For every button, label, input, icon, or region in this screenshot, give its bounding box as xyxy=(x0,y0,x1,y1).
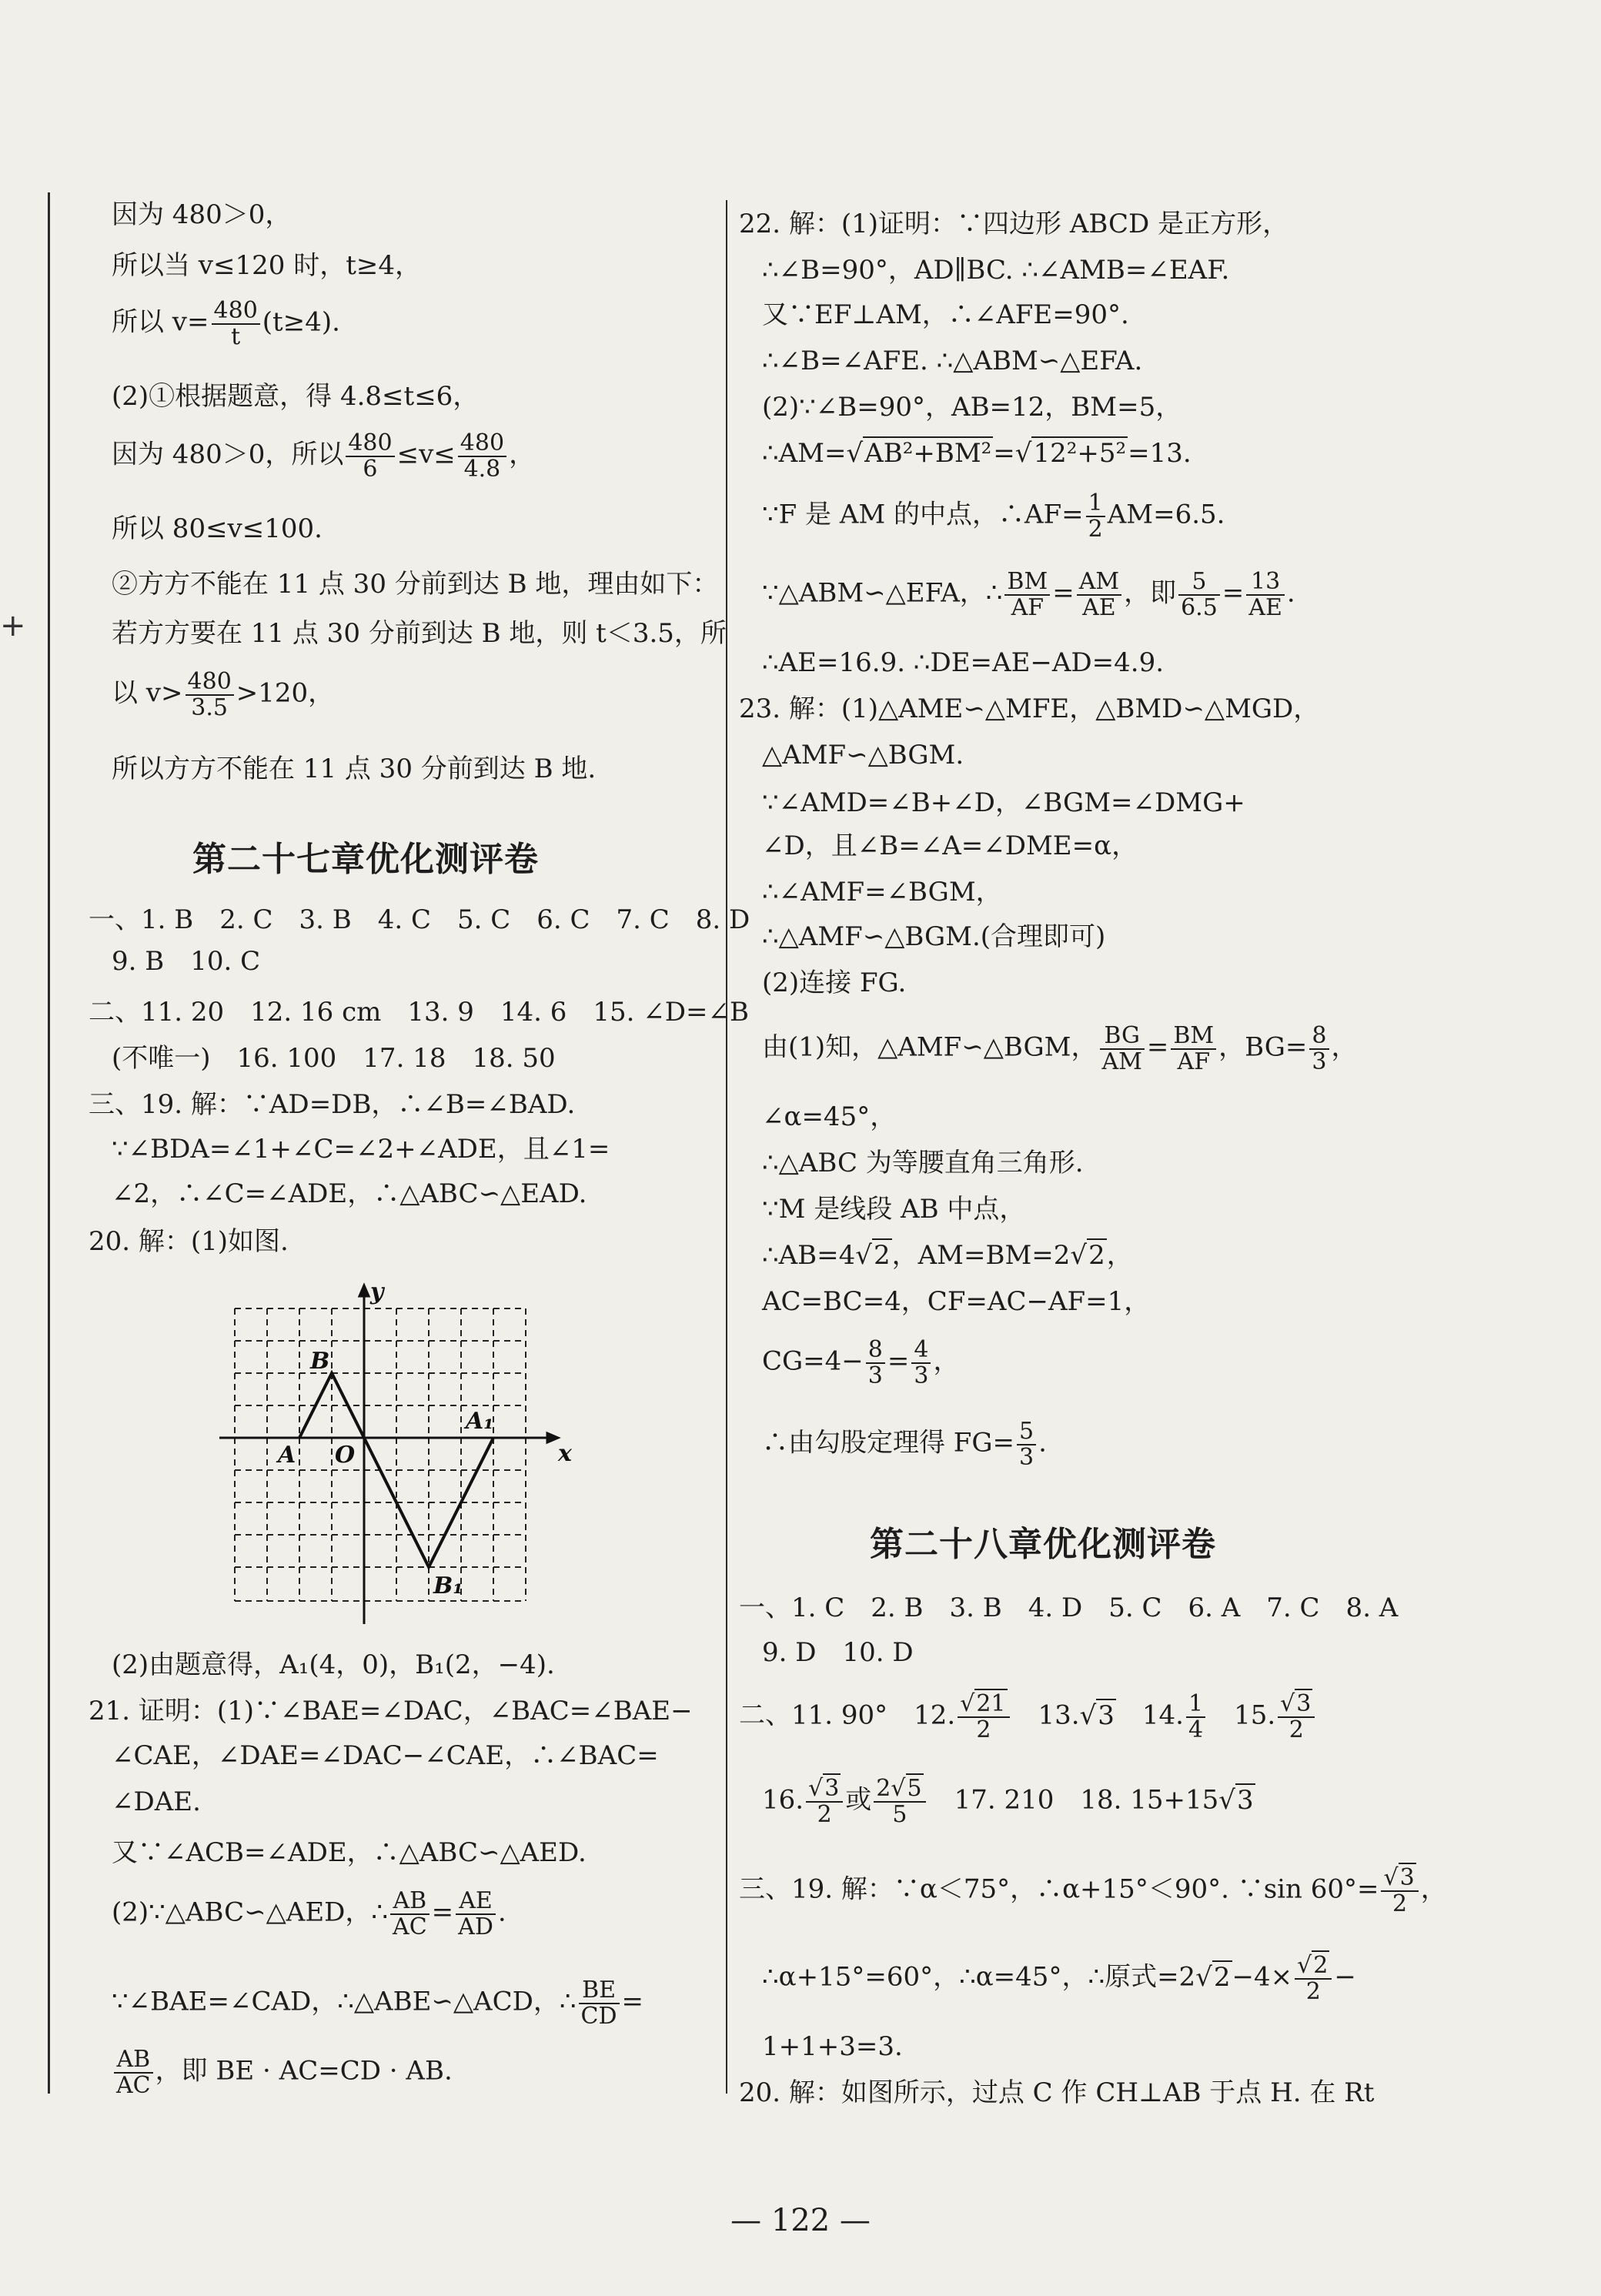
text-line: 1+1+3=3. xyxy=(762,2031,903,2062)
text-segment: ，即 BE · AC=CD · AB. xyxy=(155,2055,453,2087)
text-line: ∠2，∴∠C=∠ADE，∴△ABC∽△EAD. xyxy=(112,1178,587,1209)
text-segment: CG=4− xyxy=(762,1345,864,1377)
point-label-a1: A₁ xyxy=(466,1408,494,1435)
square-root: √2 xyxy=(1195,1961,1231,1993)
fraction: $\frac{√21}{2}$ xyxy=(958,1692,1009,1742)
text-line: (不唯一) 16. 100 17. 18 18. 50 xyxy=(112,1043,556,1074)
text-line: 又∵EF⊥AM，∴∠AFE=90°. xyxy=(762,299,1129,330)
text-segment: ∴由勾股定理得 FG= xyxy=(762,1427,1015,1459)
text-line: ∴α+15°=60°，∴α=45°，∴原式=2√2−4× $\frac{√2}{2}$ − xyxy=(762,1952,1356,2005)
text-segment: ∵F 是 AM 的中点，∴AF= xyxy=(762,499,1084,530)
text-line: ∵M 是线段 AB 中点， xyxy=(762,1194,1026,1225)
text-line: 三、19. 解：∵AD=DB，∴∠B=∠BAD. xyxy=(89,1089,576,1120)
text-line: (2)由题意得，A₁(4，0)，B₁(2，−4). xyxy=(112,1649,555,1680)
text-line: 又∵∠ACB=∠ADE，∴△ABC∽△AED. xyxy=(112,1837,587,1868)
text-line: 20. 解：如图所示，过点 C 作 CH⊥AB 于点 H. 在 Rt xyxy=(739,2077,1375,2108)
fraction: $\frac{4}{3}$ xyxy=(911,1338,931,1388)
axes xyxy=(219,1285,558,1624)
chapter-28-title: 第二十八章优化测评卷 xyxy=(870,1525,1216,1564)
margin-plus-mark: + xyxy=(0,608,26,643)
center-column-rule xyxy=(726,200,727,2094)
fraction: $\frac{BM}{AF}$ xyxy=(1004,570,1050,620)
fraction: $\frac{√2}{2}$ xyxy=(1295,1953,1332,2004)
text-line: ∵∠BDA=∠1+∠C=∠2+∠ADE，且∠1= xyxy=(112,1134,610,1165)
square-root: √12²+5² xyxy=(1014,438,1127,469)
square-root: √3 xyxy=(1218,1784,1254,1816)
text-segment: 因为 480＞0，所以 xyxy=(112,439,344,470)
text-line: ∠D，且∠B=∠A=∠DME=α， xyxy=(762,831,1138,861)
text-line: ∠DAE. xyxy=(112,1786,201,1817)
left-margin-rule xyxy=(48,192,50,2094)
text-line: 二、11. 90° 12. $\frac{√21}{2}$ 13.√3 14. $\frac{1}{4}$ 15. $\frac{√3}{2}$ xyxy=(739,1692,1317,1742)
fraction: $\frac{AM}{AE}$ xyxy=(1077,570,1121,620)
fraction: $\frac{5}{6.5}$ xyxy=(1178,570,1220,620)
text-line: 9. B 10. C xyxy=(112,946,261,977)
text-line: 若方方要在 11 点 30 分前到达 B 地，则 t＜3.5，所 xyxy=(112,618,727,649)
coordinate-grid-figure xyxy=(219,1278,573,1639)
text-line xyxy=(89,299,340,349)
text-line: ②方方不能在 11 点 30 分前到达 B 地，理由如下： xyxy=(112,569,719,600)
text-segment: 由(1)知，△AMF∽△BGM， xyxy=(762,1031,1098,1063)
text-line: 21. 证明：(1)∵∠BAE=∠DAC，∠BAC=∠BAE− xyxy=(89,1696,693,1726)
text-segment: ∵△ABM∽△EFA，∴ xyxy=(762,577,1003,609)
fraction: $\frac{AB}{AC}$ xyxy=(390,1889,429,1939)
text-segment: ， xyxy=(509,439,536,470)
text-line: ∴∠B=90°，AD∥BC. ∴∠AMB=∠EAF. xyxy=(762,255,1230,286)
fraction: $\frac{480}{3.5}$ xyxy=(186,670,234,720)
fraction: $\frac{√3}{2}$ xyxy=(806,1776,843,1826)
point-label-o: O xyxy=(335,1442,356,1469)
fraction: $\frac{BG}{AM}$ xyxy=(1100,1024,1145,1074)
fraction: $\frac{AB}{AC}$ xyxy=(114,2047,153,2097)
text-segment: ≤v≤ xyxy=(396,439,456,470)
fraction: $\frac{8}{3}$ xyxy=(866,1338,885,1388)
text-line: 一、1. B 2. C 3. B 4. C 5. C 6. C 7. C 8. D xyxy=(89,904,750,935)
square-root: √2 xyxy=(855,1240,891,1271)
text-line: AC=BC=4，CF=AC−AF=1， xyxy=(762,1286,1151,1317)
text-line: ∵∠AMD=∠B+∠D，∠BGM=∠DMG+ xyxy=(762,787,1245,818)
text-line: ∠α=45°， xyxy=(762,1101,897,1132)
text-line: 二、11. 20 12. 16 cm 13. 9 14. 6 15. ∠D=∠B xyxy=(89,997,749,1028)
text-line: ∵∠BAE=∠CAD，∴△ABE∽△ACD，∴ $\frac{BE}{CD}$ = xyxy=(112,1977,644,2030)
fraction: $\frac{BE}{CD}$ xyxy=(579,1978,620,2028)
text-line: (2)∵△ABC∽△AED，∴ $\frac{AB}{AC}$ = $\frac{AE}{AD}$ . xyxy=(112,1887,506,1940)
point-label-b1: B₁ xyxy=(433,1572,463,1599)
square-root: √3 xyxy=(1079,1699,1115,1731)
text-line: 22. 解：(1)证明：∵四边形 ABCD 是正方形， xyxy=(739,209,1289,239)
fraction: $\frac{5}{3}$ xyxy=(1017,1419,1036,1469)
text-line: (2)∵∠B=90°，AB=12，BM=5， xyxy=(762,392,1182,423)
text-line: ∴AE=16.9. ∴DE=AE−AD=4.9. xyxy=(762,647,1165,678)
text-line xyxy=(739,491,1225,541)
text-line: 所以当 v≤120 时，t≥4， xyxy=(112,250,421,281)
point-label-b: B xyxy=(310,1348,330,1375)
text-segment: AM=6.5. xyxy=(1107,499,1225,530)
fraction: $\frac{8}{3}$ xyxy=(1309,1024,1329,1074)
text-line: 23. 解：(1)△AME∽△MFE，△BMD∽△MGD， xyxy=(739,693,1320,724)
x-axis-label: x xyxy=(558,1440,572,1467)
y-axis-label: y xyxy=(370,1278,384,1305)
fraction: $\frac{480}{4.8}$ xyxy=(458,431,506,481)
square-root: √AB²+BM² xyxy=(846,438,992,469)
text-line: ∴AM=√AB²+BM²=√12²+5²=13. xyxy=(762,438,1192,469)
text-segment: 16. xyxy=(762,1784,804,1816)
fraction: $\frac{480}{6}$ xyxy=(346,431,394,481)
text-line: 9. D 10. D xyxy=(762,1637,914,1668)
text-segment: ∴α+15°=60°，∴α=45°，∴原式=2 xyxy=(762,1961,1196,1993)
text-line: 由(1)知，△AMF∽△BGM， $\frac{BG}{AM}$ = $\frac{BM}{AF}$ ，BG= $\frac{8}{3}$ ， xyxy=(762,1022,1358,1075)
text-line: 16. $\frac{√3}{2}$ 或 $\frac{2√5}{5}$ 17. 210 18. 15+15√3 xyxy=(762,1775,1254,1828)
fraction: $\frac{√3}{2}$ xyxy=(1278,1692,1315,1742)
fraction: $\frac{2√5}{5}$ xyxy=(874,1776,925,1826)
text-line xyxy=(89,2047,453,2097)
text-segment: ∴AB=4 xyxy=(762,1240,856,1271)
text-line: △AMF∽△BGM. xyxy=(762,740,964,770)
text-segment: 三、19. 解：∵α＜75°，∴α+15°＜90°. ∵sin 60°= xyxy=(739,1873,1379,1905)
fraction: $\frac{1}{2}$ xyxy=(1086,491,1105,541)
text-line: ∴由勾股定理得 FG= $\frac{5}{3}$ . xyxy=(762,1418,1047,1471)
text-segment: (2)∵△ABC∽△AED，∴ xyxy=(112,1897,389,1928)
text-line: 20. 解：(1)如图. xyxy=(89,1226,289,1257)
fraction: $\frac{13}{AE}$ xyxy=(1246,570,1285,620)
text-segment: (t≥4). xyxy=(262,306,340,338)
text-segment: 以 v> xyxy=(112,677,183,709)
text-segment: ∵∠BAE=∠CAD，∴△ABE∽△ACD，∴ xyxy=(112,1986,577,2017)
text-segment: 所以 v= xyxy=(112,306,209,338)
text-segment: >120， xyxy=(236,677,335,709)
text-line: 三、19. 解：∵α＜75°，∴α+15°＜90°. ∵sin 60°= $\frac{√3}{2}$ ， xyxy=(739,1864,1447,1917)
square-root: √2 xyxy=(1070,1240,1105,1271)
text-line: 一、1. C 2. B 3. B 4. D 5. C 6. A 7. C 8. A xyxy=(739,1592,1399,1623)
text-line: ∠CAE，∠DAE=∠DAC−∠CAE，∴∠BAC= xyxy=(112,1740,659,1771)
text-line: 因为 480＞0， xyxy=(112,199,292,230)
text-line: ∴AB=4√2，AM=BM=2√2， xyxy=(762,1240,1133,1271)
text-line: ∴∠B=∠AFE. ∴△ABM∽△EFA. xyxy=(762,346,1143,376)
text-line: ∴△AMF∽△BGM.(合理即可) xyxy=(762,921,1106,952)
chapter-27-title: 第二十七章优化测评卷 xyxy=(192,840,539,879)
text-line: ∴∠AMF=∠BGM， xyxy=(762,877,1002,907)
fraction: $\frac{AE}{AD}$ xyxy=(456,1889,496,1939)
text-line xyxy=(89,431,535,481)
fraction: $\frac{480}{t}$ xyxy=(212,299,260,349)
fraction: $\frac{√3}{2}$ xyxy=(1381,1866,1418,1916)
text-line: ∵△ABM∽△EFA，∴ $\frac{BM}{AF}$ = $\frac{AM}{AE}$ ，即 $\frac{5}{6.5}$ = $\frac{13}{AE}$ . xyxy=(762,568,1295,621)
text-line: (2)①根据题意，得 4.8≤t≤6， xyxy=(112,381,480,412)
text-line: CG=4− $\frac{8}{3}$ = $\frac{4}{3}$ ， xyxy=(762,1336,960,1389)
text-line: 所以方方不能在 11 点 30 分前到达 B 地. xyxy=(112,754,597,784)
point-label-a: A xyxy=(278,1442,296,1469)
text-line xyxy=(89,670,334,720)
text-line: 所以 80≤v≤100. xyxy=(112,513,323,544)
fraction: $\frac{1}{4}$ xyxy=(1186,1692,1205,1742)
text-line: (2)连接 FG. xyxy=(762,968,907,998)
text-line: ∴△ABC 为等腰直角三角形. xyxy=(762,1148,1084,1178)
text-segment: ∴AM= xyxy=(762,438,847,469)
fraction: $\frac{BM}{AF}$ xyxy=(1171,1024,1216,1074)
page-number: — 122 — xyxy=(730,2203,871,2238)
text-segment: 二、11. 90° 12. xyxy=(739,1699,956,1731)
